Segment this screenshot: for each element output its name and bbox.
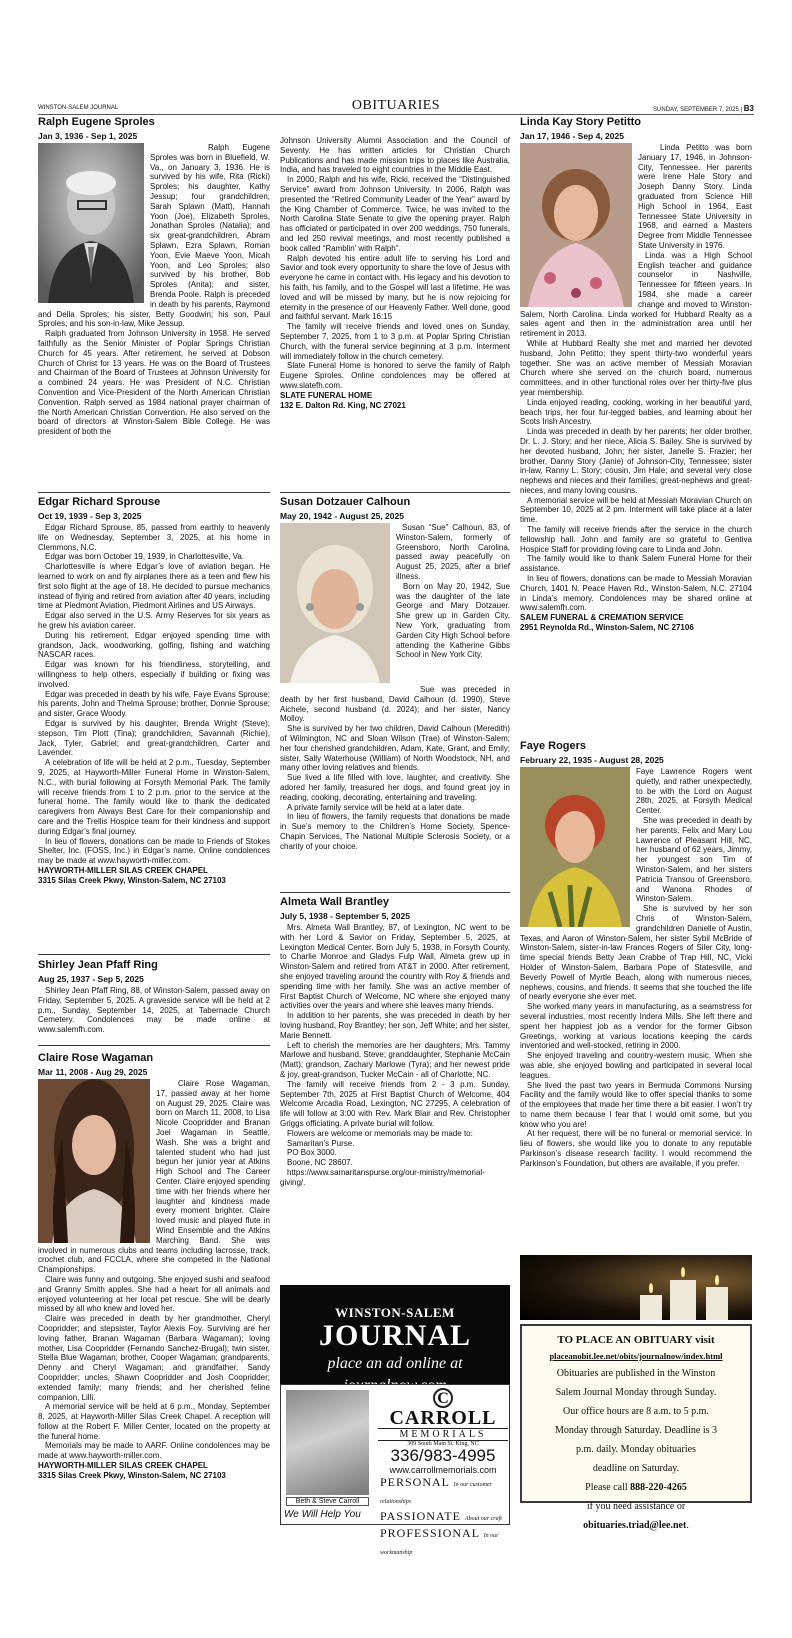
ad-tagline: We Will Help You bbox=[284, 1509, 361, 1520]
memorial-address-line: PO Box 3000. bbox=[287, 1148, 337, 1158]
page-header bbox=[38, 99, 754, 115]
obit-name: Ralph Eugene Sproles bbox=[38, 116, 155, 128]
obit-paragraph: Faye Lawrence Rogers went quietly, and rather unexpectedly, to be with the Lord on August 28th, 2025, at Forsyth Medical Center. bbox=[636, 767, 752, 816]
paper-name: WINSTON-SALEM JOURNAL bbox=[38, 105, 119, 111]
obit-dates: Jan 17, 1946 - Sep 4, 2025 bbox=[520, 131, 624, 141]
candle-icon bbox=[706, 1287, 728, 1320]
candles-image bbox=[520, 1255, 752, 1320]
carroll-address: 309 South Main St. King, NC bbox=[407, 1441, 479, 1447]
obit-paragraph: The family will receive friends and loved ones on Sunday, September 7, 2025, from 1 to 3 p.m. at Poplar Spring Christian Church, with the funeral service beginning at 3 p.m. Interment will immediately follow in the church cemetery. bbox=[280, 322, 510, 361]
info-email-line: obituaries.triad@lee.net. bbox=[583, 1520, 689, 1531]
carroll-logo bbox=[378, 1388, 508, 1560]
obit-paragraph: Edgar was known for his friendliness, storytelling, and willingness to help others, especially if building or fixing was involved. bbox=[38, 660, 270, 689]
obit-paragraph: During his retirement, Edgar enjoyed spending time with grandson, Jack, woodworking, golfing, fishing and watching NASCAR races. bbox=[38, 630, 270, 660]
obit-paragraph: Ralph Eugene Sproles was born in Bluefield, W. Va., on January 3, 1936. He is survived by his wife, Rita (Ricki) Sproles; his daughter, Kathy Jessup; four grandchildren, Sarah Splawn (Matt), Hannah Yoon (Joe), Elizabeth Sproles, Jonathan Sproles (Natalia); and six great-grandchildren, Abram Splawn, Ezra Splawn, Roman Yoon, Evie Maeve Yoon, Micah Yoon, and Leo Sproles; also survived by his brother, Bob Sproles (Anita); and sister, Brenda Poole. Ralph is preceded in death by his parents, Raymond and Della Sproles; his sister, Betty Goodwin; his son, Paul Sproles; and his son-in-law, Mike Jessup. bbox=[38, 143, 270, 329]
info-url[interactable]: placeanobit.lee.net/obits/journalnow/index.html bbox=[549, 1351, 723, 1361]
flame-icon bbox=[681, 1267, 685, 1277]
obit-paragraph: At her request, there will be no funeral or memorial service. In lieu of flowers, she would like you to donate to any reputable Parkinson’s disease research facility. I would recommend the Parkinson’s Foundation, but others are available, if you prefer. bbox=[520, 1129, 752, 1168]
journal-name: JOURNAL bbox=[318, 1319, 471, 1352]
obit-faye bbox=[520, 740, 752, 1250]
flame-icon bbox=[715, 1275, 719, 1285]
obit-paragraph: Memorials may be made to AARF. Online condolences may be made at www.hayworth-miller.com. bbox=[38, 1441, 270, 1461]
funeral-home-name: SLATE FUNERAL HOME bbox=[280, 390, 373, 400]
obit-name: Claire Rose Wagaman bbox=[38, 1052, 154, 1064]
info-line: deadline on Saturday. bbox=[592, 1463, 680, 1474]
obit-almeta bbox=[280, 892, 510, 1237]
obit-paragraph: A memorial service will be held at 6 p.m., Monday, September 8, 2025, at Hayworth-Miller Silas Creek Chapel. A reception will follow at the Robert F. Miller Center, located on the property at the funeral home. bbox=[38, 1402, 270, 1441]
portrait-woman-floral bbox=[520, 143, 632, 307]
obit-paragraph: The family would like to thank Salem Funeral Home for their assistance. bbox=[520, 554, 752, 574]
obit-name: Linda Kay Story Petitto bbox=[520, 116, 642, 128]
funeral-home-address: 3315 Silas Creek Pkwy, Winston-Salem, NC 27103 bbox=[38, 1470, 226, 1480]
obit-paragraph: She worked many years in manufacturing, as a seamstress for several industries, most recently Indera Mills. She left there and spent her happiest job as a vendor for the former Gibson Greetings, working at various locations keeping the cards inventoried and well-stocked, retiring in 2000. bbox=[520, 1002, 752, 1051]
photo-caption: Beth & Steve Carroll bbox=[286, 1497, 369, 1506]
carroll-memorials-ad[interactable] bbox=[280, 1384, 510, 1556]
obit-dates: Mar 11, 2008 - Aug 29, 2025 bbox=[38, 1067, 148, 1077]
carroll-tag-1: PERSONAL In our customer relationships bbox=[380, 1475, 492, 1505]
obit-paragraph: She enjoyed traveling and country-western music. When she was able, she enjoyed bowling and participated in several local leagues. bbox=[520, 1051, 752, 1080]
funeral-home-address: 3315 Silas Creek Pkwy, Winston-Salem, NC 27103 bbox=[38, 875, 226, 885]
carroll-tag-3: PROFESSIONAL In our workmanship bbox=[380, 1526, 499, 1556]
info-line: Obituaries are published in the Winston bbox=[556, 1368, 716, 1379]
obit-dates: Oct 19, 1939 - Sep 3, 2025 bbox=[38, 511, 142, 521]
funeral-home-name: SALEM FUNERAL & CREMATION SERVICE bbox=[520, 613, 684, 623]
obit-dates: February 22, 1935 - August 28, 2025 bbox=[520, 755, 664, 765]
carroll-logo-icon: C bbox=[433, 1388, 453, 1408]
obit-paragraph: Edgar also served in the U.S. Army Reserves for six years as he grew his aviation career. bbox=[38, 611, 270, 630]
funeral-home-name: HAYWORTH-MILLER SILAS CREEK CHAPEL bbox=[38, 1461, 208, 1471]
journal-ad[interactable] bbox=[280, 1285, 510, 1392]
obit-paragraph: Charlottesville is where Edgar’s love of aviation began. He learned to work on and fly airplanes there as a teen and flew his first solo flight at the age of 18. He decided to pursue mechanics instead of flying and retired from aviation after 40 years, including time at Piedmont Aviation, Piedmont Airlines and US Airways. bbox=[38, 562, 270, 611]
obit-dates: May 20, 1942 - August 25, 2025 bbox=[280, 511, 404, 521]
memorial-link[interactable]: https://www.samaritanspurse.org/our-ministry/memorial-giving/. bbox=[280, 1167, 485, 1187]
journal-line1: place an ad online at bbox=[327, 1355, 463, 1372]
obit-dates: Jan 3, 1936 - Sep 1, 2025 bbox=[38, 131, 138, 141]
obit-linda bbox=[520, 116, 752, 709]
obit-name: Susan Dotzauer Calhoun bbox=[280, 496, 411, 508]
obit-sproles bbox=[38, 116, 270, 492]
portrait-photo bbox=[520, 143, 632, 307]
obit-paragraph: Mrs. Almeta Wall Brantley, 87, of Lexington, NC went to be with her Lord & Savior on Friday, September 5, 2025, at Lexington Medical Center. Born July 5, 1938, in Forsyth County, to Charlie Monroe and Gladys Fulp Wall, Almeta grew up in Winston-Salem and retired from AT&T in 2000. After retirement, she enjoyed traveling around the country with Roy & friends and spending time with her family. She was an active member of First Baptist Church of Welcome, NC where she enjoyed many activities over the years and where she leaves many friends. bbox=[280, 923, 510, 1011]
journal-brand: WINSTON-SALEM bbox=[335, 1305, 455, 1320]
funeral-home-name: HAYWORTH-MILLER SILAS CREEK CHAPEL bbox=[38, 865, 208, 875]
info-email[interactable]: obituaries.triad@lee.net bbox=[583, 1520, 687, 1531]
info-phone-line: Please call 888-220-4265 bbox=[585, 1482, 687, 1493]
funeral-home-address: 132 E. Dalton Rd. King, NC 27021 bbox=[280, 400, 406, 410]
obit-paragraph: Edgar was preceded in death by his wife, Faye Evans Sprouse; his parents, John and Thelma Sprouse; brother, Donnie Sprouse; and sister, Grace Woody. bbox=[38, 689, 270, 719]
obit-paragraph: She is survived by her son Chris of Winston-Salem, grandchildren Danielle of Austin, Texas, and Aaron of Winston-Salem, her sister Sybil McBride of Winston-Salem, sister-in-law Frances Rogers of Siler City, long-time special friends Betty Jean Crabbe of Trap Hill, NC, Vicki Holder of Winston-Salem, Barbara Pope of Statesville, and Beverly Powell of Myrtle Beach, along with numerous nieces, nephews, cousins, and friends. It seems that she touched the life of nearly everyone she ever met. bbox=[520, 904, 752, 1002]
obit-paragraph: Ralph devoted his entire adult life to serving his Lord and Savior and took every opportunity to share the love of Jesus with everyone he came in contact with. His legacy and his devotion to his faith, his family, and to the Gospel will last a lifetime. He was loved and will be missed by many, but he is now rejoicing for eternity in the presence of our Heavenly Father. Well done, good and faithful servant. Mark 16:15 bbox=[280, 253, 510, 322]
obit-paragraph: Shirley Jean Pfaff Ring, 88, of Winston-Salem, passed away on Friday, September 5, 2025. A graveside service will be held at 2 p.m., Sunday, September 14, 2025, at Tabernacle Church Cemetery. Condolences may be made online at www.salemfh.com. bbox=[38, 986, 270, 1034]
obit-edgar bbox=[38, 492, 270, 922]
obit-paragraph: Edgar is survived by his daughter, Brenda Wright (Steve); stepson, Tim Plott (Tina); grandchildren, Savannah (Richie), Jack, Tyler, Gabriel; and great-grandchildren, Carter and Lavender. bbox=[38, 718, 270, 758]
obit-paragraph: A private family service will be held at a later date. bbox=[287, 802, 464, 812]
obit-paragraph: In addition to her parents, she was preceded in death by her loving husband, Roy Brantley; her son, Jeff White; and her sister, Marie Bennett. bbox=[280, 1011, 510, 1040]
obit-dates: Aug 25, 1937 - Sep 5, 2025 bbox=[38, 974, 144, 984]
obit-paragraph: Susan “Sue” Calhoun, 83, of Winston-Salem, formerly of Greensboro, North Carolina, passed away peacefully on August 25, 2025, after a brief illness. bbox=[396, 523, 510, 581]
place-obituary-box bbox=[520, 1324, 752, 1531]
info-line: Salem Journal Monday through Sunday. bbox=[555, 1387, 717, 1398]
flame-icon bbox=[649, 1283, 653, 1293]
obit-paragraph: Claire was funny and outgoing. She enjoyed sushi and seafood and Granny Smith apples. She had a heart for all animals and enjoyed volunteering at her local pet rescue. She will be dearly missed by all who knew and loved her. bbox=[38, 1274, 270, 1314]
obit-paragraph: Left to cherish the memories are her daughters, Mrs. Tammy Marlowe and husband, Steve; granddaughter, Stephanie McCain (Matt); grandson, Zachary Marlowe (Tyra); and her newest pride & joy, great-grandson, Tucker McCain - all of Charlotte, NC. bbox=[280, 1040, 510, 1079]
info-line: if you need assistance or bbox=[586, 1501, 686, 1512]
portrait-photo bbox=[520, 767, 630, 927]
obit-paragraph: While at Hubbard Realty she met and married her devoted husband, John Petitto; they spent thirty-two wonderful years together. She was an active member of Messiah Moravian Church where she served on the church board, numerous committees, and in other functional roles over her thirty-five plus year membership. bbox=[520, 338, 752, 397]
carroll-tag-2: PASSIONATE About our craft bbox=[380, 1509, 502, 1523]
obit-dates: July 5, 1938 - September 5, 2025 bbox=[280, 911, 410, 921]
obit-paragraph: Sue was preceded in death by her first husband, David Calhoun (d. 1990), Steve Aichele, second husband (d. 2024); and her sister, Nancy Molloy. bbox=[280, 685, 510, 724]
obit-paragraph: Ralph graduated from Johnson University in 1958. He served faithfully as the Senior Minister of Poplar Springs Christian Church for 45 years. After retirement, he served at Dobson Church of Christ for 13 years. He was on the Board of Trustees and Chairman of the Board of Trustees at Johnson University for a combined 24 years. He was President of N.C. Christian Convention and Vice-President of the North American Christian Convention. Ralph served as 1984 national prayer chairman of the North American Christian Convention. He also served on the board of directors at Winston-Salem Bible College. He was president of both the bbox=[38, 329, 270, 437]
obit-claire bbox=[38, 1045, 270, 1535]
obit-paragraph: Claire was preceded in death by her grandmother, Cheryl Coopridder; and stepsister, Taylor Alexis Foy. Surviving are her loving father, Branan Wagaman (Barbara Wagaman); loving mother, Lisa Coopridder (Fernando Sanchez-Brugal); twin sister, Stella Blue Wagaman; brother, Cooper Wagaman; grandparents, Denny and Cheryl Wagaman; and grandfather, Sandy Coopridder; uncles, Shawn Coopridder and Josh Coopridder; extended family; many friends; and her cherished feline companion, Lilli. bbox=[38, 1314, 270, 1402]
portrait-red-haired-woman bbox=[520, 767, 630, 927]
memorial-address-line: Boone, NC 28607. bbox=[287, 1158, 353, 1168]
obit-paragraph: She is survived by her two children, David Calhoun (Meredith) of Wilmington, NC and Sloan Wilson (Trae) of Winston-Salem; her four cherished grandchildren, Adam, Kate, Grant, and Emily; sister, Sally Waterhouse (William) of North Woodstock, NH, and many other loving relatives and friends. bbox=[280, 724, 510, 773]
carroll-name: CARROLL bbox=[389, 1407, 497, 1429]
obit-paragraph: Linda was a High School English teacher and guidance counselor in Nashville, Tennessee for fifteen years. In 1984, she made a career change and moved to Winston-Salem, North Carolina. Linda worked for Hubbard Realty as a sales agent and then in the administration area until her retirement in 2013. bbox=[520, 250, 752, 339]
obit-paragraph: In lieu of flowers, donations can be made to Friends of Stokes Shelter, Inc. (FOSS, Inc.) in Edgar’s name. Online condolences may be made at www.hayworth-miller.com. bbox=[38, 836, 270, 866]
obit-paragraph: Claire Rose Wagaman, 17, passed away at her home on August 29, 2025. Claire was born on March 11, 2008, to Lisa Nicole Coopridder and Branan Joel Wagaman in Seattle, Wash. She was a bright and talented student who had just begun her junior year at Atkins High School and The Career Center. Claire enjoyed spending time with her friends where her laughter and kindness made every moment brighter. Claire loved music and played flute in Wind Ensemble and the Atkins Marching Band. She was involved in numerous clubs and teams including lacrosse, track, crochet club, and FCCLA, where she competed in the National Championships. bbox=[38, 1079, 270, 1275]
obit-paragraph: In lieu of flowers, donations can be made to Messiah Moravian Church, 1401 N. Peace Haven Rd., Winston-Salem, N.C. 27104 in Linda’s memory. Condolences may be shared online at www.salemfh.com. bbox=[520, 574, 752, 613]
page-date: SUNDAY, SEPTEMBER 7, 2025 | B3 bbox=[653, 104, 754, 113]
funeral-home-address: 2951 Reynolda Rd., Winston-Salem, NC 27106 bbox=[520, 623, 694, 633]
obit-paragraph: A memorial service will be held at Messiah Moravian Church on September 10, 2025 at 2 pm. Interment will take place at a later time. bbox=[520, 495, 752, 525]
carroll-web[interactable]: www.carrollmemorials.com bbox=[389, 1465, 497, 1475]
obit-paragraph: The family will receive friends after the service in the church fellowship hall. John and family are so grateful to Gentiva Hospice Staff for providing loving care to Linda and John. bbox=[520, 525, 752, 554]
obit-name: Almeta Wall Brantley bbox=[280, 896, 390, 908]
portrait-young-woman bbox=[38, 1079, 150, 1243]
info-title: TO PLACE AN OBITUARY visit bbox=[557, 1334, 715, 1346]
obit-paragraph: She was preceded in death by her parents, Felix and Mary Lou Lawrence of Pleasant Hill, NC, her husband of 62 years, Jimmy, her youngest son Tim of Winston-Salem, and her sisters Patricia Transou of Greensboro, and Wanona Rhodes of Winston-Salem. bbox=[636, 815, 752, 904]
portrait-elderly-man bbox=[38, 143, 144, 303]
couple-photo bbox=[286, 1390, 369, 1495]
obit-paragraph: She lived the past two years in Bermuda Commons Nursing Facility and the family would like to offer special thanks to some of the employees that made her time there a bit easier. I won’t try to name them because I fear that I would omit some, but you know who you are! bbox=[520, 1080, 752, 1129]
obit-paragraph: A celebration of life will be held at 2 p.m., Tuesday, September 9, 2025, at Hayworth-Miller Funeral Home in Winston-Salem, N.C., with burial following at Forsyth Memorial Park. The family will receive friends from 1 to 2 p.m. prior to the service at the funeral home. The family would like to thank the dedicated caregivers from Always Best Care for their companionship and care and the Trellis Hospice team for their kindness and support during Edgar’s final journey. bbox=[38, 758, 270, 836]
info-line: p.m. daily. Monday obituaries bbox=[576, 1444, 696, 1455]
obit-paragraph: Linda was preceded in death by her parents; her older brother, Dr. L. J. Story; and her niece, Alicia S. Bailey. She is survived by her devoted husband, John; her sister, Janelle S. Frazier; her brother, Danny Story (Janie) of Johnson-City, Tennessee; sister in-law, Ranny L. Story; cousin, Jim Hale; and several very close nephews and nieces and their families; great-nephews and great-nieces, and many loving cousins. bbox=[520, 427, 752, 495]
obit-paragraph: Born on May 20, 1942, Sue was the daughter of the late George and Mary Dotzauer. She grew up in Garden City, New York, graduating from Garden City High School before attending the Katherine Gibbs School in New York City. bbox=[396, 581, 510, 660]
obit-name: Faye Rogers bbox=[520, 740, 587, 752]
obit-sproles-cont bbox=[280, 136, 510, 492]
info-line: Our office hours are 8 a.m. to 5 p.m. bbox=[563, 1406, 709, 1417]
obit-paragraph: In 2000, Ralph and his wife, Ricki, received the “Distinguished Service” award from Johnson University. In 2006, Ralph was presented the “Retired Community Leader of the Year” award by the King Chamber of Commerce. Twice, he was invited to the North Carolina State Senate to give the opening prayer. Ralph has officiated or participated in over 200 weddings, 750 funerals, and led 250 revival meetings, and most recently published a book called “Ramblin’ with Ralph”. bbox=[280, 175, 510, 253]
portrait-photo bbox=[38, 143, 144, 303]
obit-paragraph: Edgar Richard Sprouse, 85, passed from earthly to heavenly life on Wednesday, September 3, 2025, at his home in Clemmons, N.C. bbox=[38, 523, 270, 552]
obit-name: Edgar Richard Sprouse bbox=[38, 496, 161, 508]
obit-paragraph: Johnson University Alumni Association and the Council of Seventy. He has written articles for Christian Church Publications and has made mission trips to places like Australia, India, and has traveled to eight countries in the Middle East. bbox=[280, 136, 510, 175]
info-line: Monday through Saturday. Deadline is 3 bbox=[554, 1425, 718, 1436]
memorial-address-line: Samaritan’s Purse. bbox=[287, 1138, 355, 1148]
candle-icon bbox=[670, 1280, 696, 1320]
obit-paragraph: Flowers are welcome or memorials may be made to: bbox=[287, 1128, 473, 1138]
section-title: OBITUARIES bbox=[351, 98, 441, 113]
obit-name: Shirley Jean Pfaff Ring bbox=[38, 959, 158, 971]
portrait-photo bbox=[38, 1079, 150, 1243]
obit-paragraph: Linda Petitto was born January 17, 1946, in Johnson-City, Tennessee. Her parents were Irene Hale Story and Joseph Danny Story. Linda graduated from Science Hill High School in 1964, East Tennessee State University in 1968, and earned a Masters Degree from Middle Tennessee State University in 1976. bbox=[638, 143, 752, 250]
obit-paragraph: In lieu of flowers, the family requests that donations be made in Sue’s memory to the Children’s Home Society, Spence-Chapin Services, The National Multiple Sclerosis Society, or a charity of your choice. bbox=[280, 812, 510, 851]
obit-paragraph: Sue lived a life filled with love, laughter, and creativity. She adored her family, treasured her dogs, and found great joy in reading, cooking, decorating, entertaining and traveling. bbox=[280, 773, 510, 802]
portrait-photo bbox=[280, 523, 390, 683]
candle-icon bbox=[640, 1295, 662, 1320]
portrait-older-woman bbox=[280, 523, 390, 683]
obit-paragraph: Linda enjoyed reading, cooking, working in her beautiful yard, beach trips, her four fur-legged babies, and learning about her Scots Irish Ancestry. bbox=[520, 397, 752, 427]
carroll-sub: MEMORIALS bbox=[378, 1428, 508, 1441]
obit-shirley bbox=[38, 954, 270, 1034]
obit-paragraph: Edgar was born October 19, 1939, in Charlottesville, Va. bbox=[45, 552, 245, 562]
carroll-phone[interactable]: 336/983-4995 bbox=[390, 1446, 496, 1465]
info-phone[interactable]: 888-220-4265 bbox=[630, 1482, 687, 1493]
obit-paragraph: The family will receive friends from 2 - 3 p.m. Sunday, September 7th, 2025 at First Baptist Church of Welcome, 404 Welcome Arcadia Road, Lexington, NC 27295. A celebration of life will follow at 3:00 with Rev. Mark Blair and Rev. Christopher Griggs officiating. A private burial will follow. bbox=[280, 1079, 510, 1128]
obit-susan bbox=[280, 492, 510, 892]
obit-paragraph: Slate Funeral Home is honored to serve the family of Ralph Eugene Sproles. Online condolences may be offered at www.slatefh.com. bbox=[280, 361, 510, 390]
